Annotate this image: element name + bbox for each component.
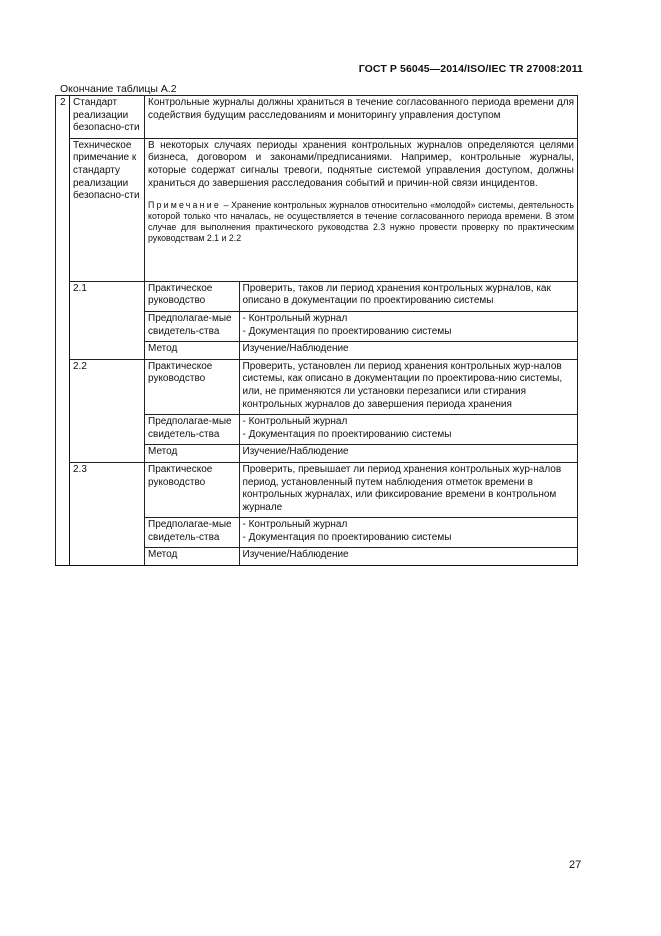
practical-label: Практическое руководство xyxy=(145,463,239,518)
table-row xyxy=(145,548,577,565)
row-number: 2 xyxy=(56,96,70,566)
evidence-item: - Документация по проектированию системы xyxy=(242,325,452,337)
note-text: – Хранение контрольных журналов относительно «молодой» системы, деятельность которой только что началась, не осуществляется в течение согласованного периода времени. В этом случае для выполнения практического руководства 2.3 нужно провести проверку по практическим руководствам 2.1 и 2.2 xyxy=(148,200,574,244)
guide-id: 2.2 xyxy=(70,359,145,462)
method-text: Изучение/Наблюдение xyxy=(239,445,577,462)
note-label: Примечание xyxy=(148,200,221,211)
evidence-item: - Контрольный журнал xyxy=(242,519,348,531)
standard-text: Контрольные журналы должны храниться в течение согласованного периода времени для содействия будущим расследованиям и мониторингу управления доступом xyxy=(145,96,578,139)
table-row xyxy=(56,359,578,462)
tech-note-cell xyxy=(145,138,578,281)
guide-id: 2.1 xyxy=(70,281,145,359)
evidence-item: - Контрольный журнал xyxy=(242,312,348,324)
evidence-cell xyxy=(239,518,577,548)
requirements-table xyxy=(55,95,578,566)
table-caption: Окончание таблицы А.2 xyxy=(60,83,177,95)
guide-detail-cell xyxy=(145,281,578,359)
table-row xyxy=(145,518,577,548)
evidence-label: Предполагае-мые свидетель-ства xyxy=(145,311,239,341)
table-row xyxy=(145,415,577,445)
table-row xyxy=(56,462,578,565)
table-row xyxy=(56,96,578,139)
method-text: Изучение/Наблюдение xyxy=(239,548,577,565)
table-row xyxy=(145,282,577,312)
evidence-item: - Документация по проектированию системы xyxy=(242,428,452,440)
guide-detail-cell xyxy=(145,462,578,565)
standard-label: Стандарт реализации безопасно-сти xyxy=(70,96,145,139)
guide-detail-table xyxy=(145,282,577,359)
page-number: 27 xyxy=(569,859,582,871)
evidence-cell xyxy=(239,311,577,341)
method-label: Метод xyxy=(145,445,239,462)
note-paragraph xyxy=(148,200,574,244)
table-row xyxy=(145,445,577,462)
tech-note-label: Техническое примечание к стандарту реализации безопасно-сти xyxy=(70,138,145,281)
table-row xyxy=(145,342,577,359)
table-row xyxy=(145,360,577,415)
table-row xyxy=(56,281,578,359)
evidence-label: Предполагае-мые свидетель-ства xyxy=(145,415,239,445)
practical-label: Практическое руководство xyxy=(145,282,239,312)
practical-text: Проверить, таков ли период хранения контрольных журналов, как описано в документации по проектированию системы xyxy=(239,282,577,312)
table-row xyxy=(145,463,577,518)
method-text: Изучение/Наблюдение xyxy=(239,342,577,359)
practical-label: Практическое руководство xyxy=(145,360,239,415)
evidence-item: - Контрольный журнал xyxy=(242,416,348,428)
tech-note-text: В некоторых случаях периоды хранения контрольных журналов определяются целями бизнеса, договором и законами/предписаниями. Например, контрольные журналы, которые содержат сигналы тревоги, поднятые системой управления доступом, должны храниться до завершения расследования событий и причин-ной связи инцидентов. xyxy=(148,139,574,189)
method-label: Метод xyxy=(145,342,239,359)
evidence-cell xyxy=(239,415,577,445)
document-header: ГОСТ Р 56045—2014/ISO/IEC TR 27008:2011 xyxy=(358,63,583,75)
table-row xyxy=(56,138,578,281)
evidence-item: - Документация по проектированию системы xyxy=(242,531,452,543)
guide-detail-table xyxy=(145,360,577,462)
method-label: Метод xyxy=(145,548,239,565)
guide-id: 2.3 xyxy=(70,462,145,565)
practical-text: Проверить, превышает ли период хранения контрольных жур-налов период, установленный путем наблюдения отметок времени в контрольных журналах, или фиксирование времени в контрольном журнале xyxy=(239,463,577,518)
practical-text: Проверить, установлен ли период хранения контрольных жур-налов системы, как описано в документации по проектирова-нию системы, или, не применяются ли установки перезаписи или стирания контрольных журналов до завершения периода хранения xyxy=(239,360,577,415)
guide-detail-cell xyxy=(145,359,578,462)
guide-detail-table xyxy=(145,463,577,565)
table-row xyxy=(145,311,577,341)
evidence-label: Предполагае-мые свидетель-ства xyxy=(145,518,239,548)
